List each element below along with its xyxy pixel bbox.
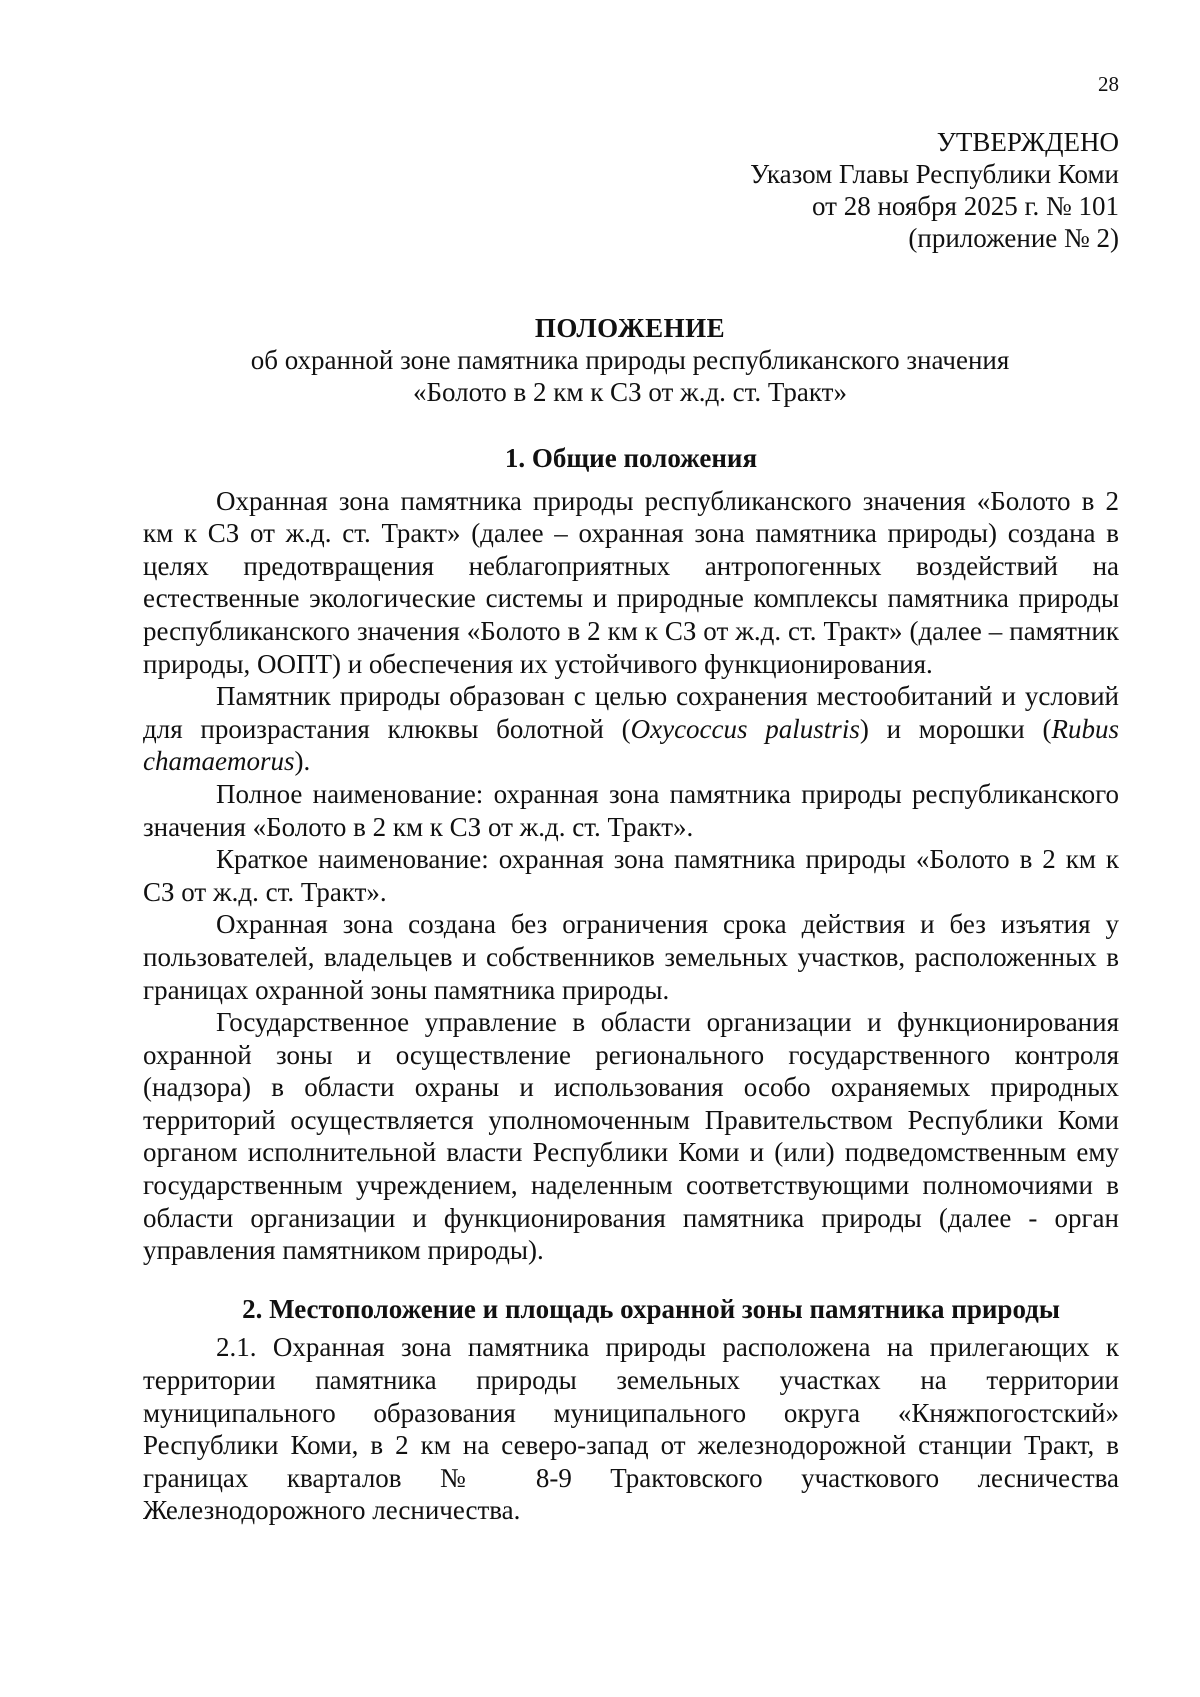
section-1-paragraph-2 bbox=[143, 680, 1119, 778]
document-subtitle-line2: «Болото в 2 км к СЗ от ж.д. ст. Тракт» bbox=[413, 377, 847, 407]
latin-name-cloudberry: Rubus chamaemorus bbox=[143, 713, 1119, 777]
document-title bbox=[0, 312, 1200, 408]
document-body bbox=[143, 442, 1119, 1527]
section-2-paragraph-1: 2.1. Охранная зона памятника природы расположена на прилегающих к территории памятника природы земельных участках на территории муниципального образования муниципального округа «Княжпогостский» Республики Коми, в 2 км на северо-запад от железнодорожной станции Тракт, в границах кварталов № 8-9 Трактовского участкового лесничества Железнодорожного лесничества. bbox=[143, 1332, 1119, 1526]
section-1-heading: 1. Общие положения bbox=[504, 443, 758, 473]
section-1-paragraph-3: Полное наименование: охранная зона памятника природы республиканского значения «Болото в 2 км к СЗ от ж.д. ст. Тракт». bbox=[143, 778, 1119, 842]
section-1-paragraph-5: Охранная зона создана без ограничения срока действия и без изъятия у пользователей, владельцев и собственников земельных участков, расположенных в границах охранной зоны памятника природы. bbox=[143, 909, 1119, 1005]
document-heading: ПОЛОЖЕНИЕ bbox=[534, 313, 726, 343]
paragraph-2-text-b: ) и морошки ( bbox=[859, 713, 1052, 744]
approval-date: от 28 ноября 2025 г. № 101 bbox=[812, 191, 1119, 221]
section-1-paragraph-4: Краткое наименование: охранная зона памятника природы «Болото в 2 км к СЗ от ж.д. ст. Тракт». bbox=[143, 844, 1119, 907]
section-1-paragraph-1: Охранная зона памятника природы республиканского значения «Болото в 2 км к СЗ от ж.д. ст. Тракт» (далее – охранная зона памятника природы) создана в целях предотвращения неблагоприятных антропогенных воздействий на естественные экологические системы и природные комплексы памятника природы республиканского значения «Болото в 2 км к СЗ от ж.д. ст. Тракт» (далее – памятник природы, ООПТ) и обеспечения их устойчивого функционирования. bbox=[143, 485, 1119, 679]
document-subtitle-line1: об охранной зоне памятника природы республиканского значения bbox=[250, 345, 1010, 375]
page-number: 28 bbox=[1098, 72, 1119, 96]
approval-appendix: (приложение № 2) bbox=[908, 223, 1119, 253]
latin-name-cranberry: Oxycoccus palustris bbox=[630, 713, 860, 744]
approval-status: УТВЕРЖДЕНО bbox=[936, 127, 1119, 157]
approval-decree: Указом Главы Республики Коми bbox=[750, 159, 1119, 189]
section-1-paragraph-6: Государственное управление в области организации и функционирования охранной зоны и осуществление регионального государственного контроля (надзора) в области охраны и использования особо охраняемых природных территорий осуществляется уполномоченным Правительством Республики Коми органом исполнительной власти Республики Коми и (или) подведомственным ему государственным учреждением, наделенным соответствующими полномочиями в области организации и функционирования памятника природы (далее - орган управления памятником природы). bbox=[143, 1007, 1119, 1266]
approval-block bbox=[750, 126, 1119, 254]
section-2-heading: 2. Местоположение и площадь охранной зоны памятника природы bbox=[242, 1293, 1060, 1324]
paragraph-2-text-c: ). bbox=[294, 746, 311, 777]
paragraph-2-text-a: Памятник природы образован с целью сохранения местообитаний и условий для произрастания клюквы болотной ( bbox=[143, 681, 1119, 744]
